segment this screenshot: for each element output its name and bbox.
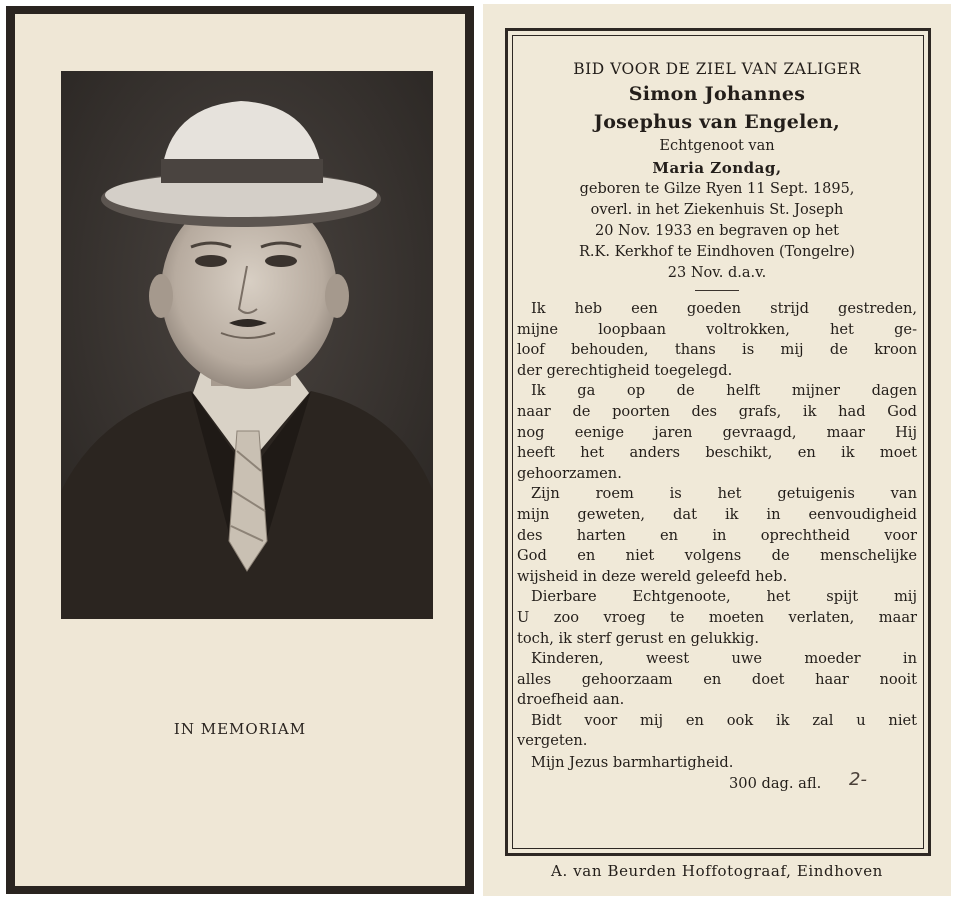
deceased-name-line1: Simon Johannes	[628, 83, 806, 105]
prayer-text	[517, 58, 917, 794]
text-line: gehoorzamen.	[517, 464, 622, 482]
text-line: Ik heb een goeden strijd gestreden,	[531, 300, 917, 317]
text-line: der gerechtigheid toegelegd.	[517, 361, 733, 379]
text-line: loof behouden, thans is mij de kroon	[517, 341, 917, 359]
text-line: vergeten.	[517, 732, 588, 750]
closing-prayer: Mijn Jezus barmhartigheid.	[531, 754, 734, 772]
text-line: nog eenige jaren gevraagd, maar Hij	[517, 423, 917, 441]
text-line: God en niet volgens de menschelijke	[517, 547, 917, 565]
text-line: Zijn roem is het getuigenis van	[531, 485, 917, 503]
bio-line: geboren te Gilze Ryen 11 Sept. 1895,	[579, 181, 855, 197]
text-line: Kinderen, weest uwe moeder in	[531, 650, 917, 668]
text-line: wijsheid in deze wereld geleefd heb.	[517, 567, 788, 585]
portrait-illustration	[61, 71, 433, 619]
text-line: naar de poorten des grafs, ik had God	[517, 402, 917, 420]
text-line: Ik ga op de helft mijner dagen	[531, 382, 917, 400]
text-line: Bidt voor mij en ook ik zal u niet	[531, 711, 917, 729]
spouse-intro: Echtgenoot van	[659, 138, 775, 154]
text-line: U zoo vroeg te moeten verlaten, maar	[517, 608, 917, 626]
right-card	[483, 4, 951, 896]
text-line: heeft het anders beschikt, en ik moet	[517, 444, 917, 462]
indulgence-text: 300 dag. afl.	[729, 775, 822, 793]
left-card	[6, 6, 474, 894]
photographer-credit: A. van Beurden Hoffotograaf, Eindhoven	[551, 862, 883, 880]
spouse-name: Maria Zondag,	[652, 159, 782, 177]
text-line: Dierbare Echtgenoote, het spijt mij	[531, 588, 917, 606]
divider-rule	[695, 290, 739, 291]
handwritten-mark: 2-	[849, 769, 867, 791]
bio-line: overl. in het Ziekenhuis St. Joseph	[590, 202, 844, 218]
text-line: toch, ik sterf gerust en gelukkig.	[517, 629, 760, 647]
left-card-paper	[15, 14, 465, 886]
text-line: mijne loopbaan voltrokken, het ge-	[517, 320, 917, 338]
in-memoriam-caption: IN MEMORIAM	[173, 720, 307, 738]
paragraph-3	[517, 484, 917, 587]
text-line: mijn geweten, dat ik in eenvoudigheid	[517, 505, 917, 523]
paragraph-4	[517, 587, 917, 649]
deceased-name-line2: Josephus van Engelen,	[593, 111, 841, 133]
paragraph-5	[517, 649, 917, 711]
text-line: des harten en in oprechtheid voor	[517, 526, 917, 544]
paragraph-6	[517, 711, 917, 752]
text-line: droefheid aan.	[517, 691, 625, 709]
prayer-header: BID VOOR DE ZIEL VAN ZALIGER	[573, 60, 861, 78]
paragraph-1	[517, 299, 917, 381]
bio-line: 20 Nov. 1933 en begraven op het	[594, 223, 839, 239]
paragraph-2	[517, 381, 917, 484]
portrait-photo	[61, 71, 433, 619]
bio-line: R.K. Kerkhof te Eindhoven (Tongelre)	[579, 244, 855, 260]
text-line: alles gehoorzaam en doet haar nooit	[517, 670, 917, 688]
indulgence-line	[517, 769, 917, 794]
bio-line: 23 Nov. d.a.v.	[667, 265, 767, 281]
biography	[517, 179, 917, 284]
